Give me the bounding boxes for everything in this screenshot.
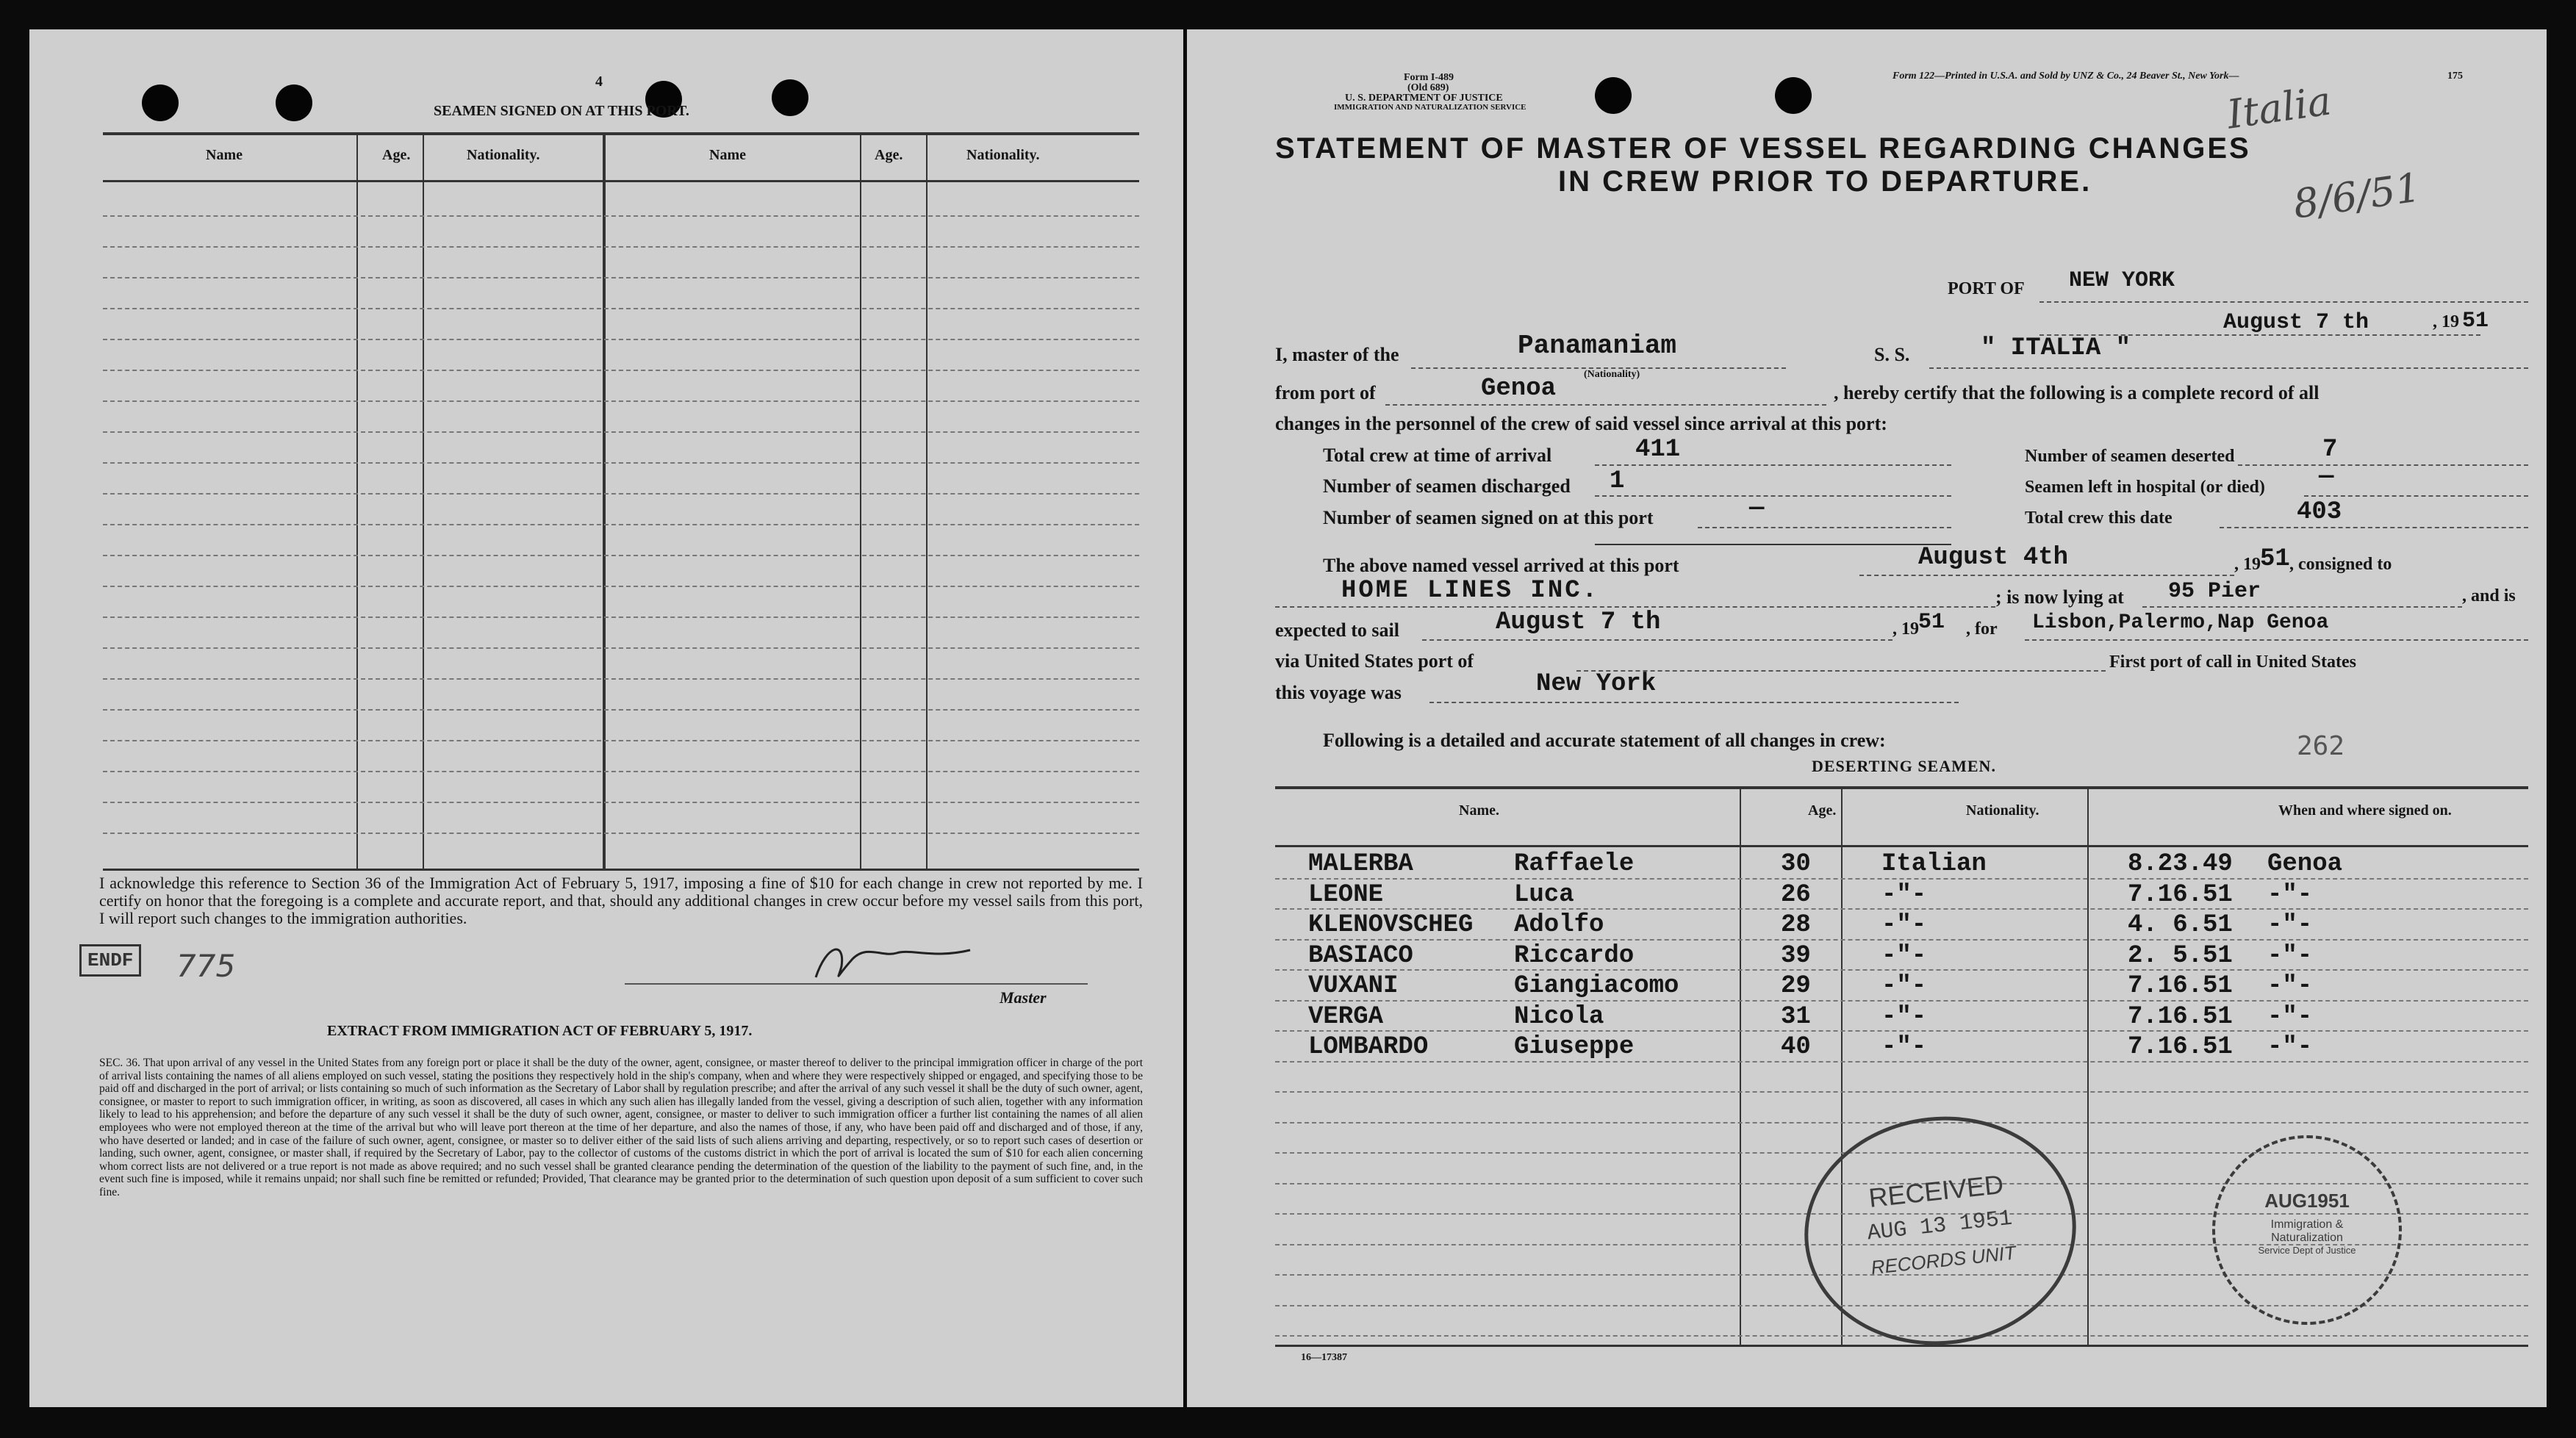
col-age: Age. (1808, 802, 1837, 819)
punch-hole (1775, 77, 1812, 114)
form-old-number: (Old 689) (1407, 82, 1449, 93)
seaman-nationality: -"- (1881, 972, 1927, 1000)
total-crew-arrival-label: Total crew at time of arrival (1323, 445, 1552, 466)
arrived-line (1859, 575, 2234, 576)
master-signature (801, 937, 992, 988)
doc-number: 262 (2297, 731, 2345, 761)
seamen-discharged-label: Number of seamen discharged (1323, 475, 1571, 497)
destinations-value: Lisbon,Palermo,Nap Genoa (2032, 611, 2329, 634)
seamen-deserted-value: 7 (2322, 436, 2338, 464)
consignee-line (1275, 606, 1995, 608)
deserting-header-rule (1275, 845, 2528, 847)
seaman-nationality: Italian (1881, 850, 1987, 878)
left-page (29, 29, 1183, 1407)
arrived-label: The above named vessel arrived at this port (1323, 555, 1679, 576)
total-crew-date-line (2220, 527, 2528, 528)
form-number: Form I-489 (1404, 72, 1454, 83)
port-of-value: NEW YORK (2069, 268, 2175, 293)
table-bottom-rule (103, 869, 1139, 871)
hospital-line (2304, 495, 2528, 497)
col-divider (926, 134, 928, 869)
ledger-row-line (103, 709, 1139, 711)
seamen-deserted-line (2238, 464, 2528, 466)
lying-label: ; is now lying at (1995, 586, 2124, 608)
statistics-sum-rule (1595, 544, 1951, 545)
seaman-given-name: Giangiacomo (1514, 972, 1679, 1000)
seaman-given-name: Nicola (1514, 1002, 1604, 1031)
nationality-caption: (Nationality) (1584, 369, 1640, 380)
total-crew-arrival-line (1595, 464, 1951, 466)
arrived-value: August 4th (1918, 544, 2069, 572)
ledger-row-line (103, 215, 1139, 217)
seaman-given-name: Giuseppe (1514, 1033, 1635, 1061)
total-crew-arrival-value: 411 (1635, 436, 1681, 464)
ledger-row-line (103, 370, 1139, 371)
handwritten-number: 775 (176, 948, 236, 984)
hospital-label: Seamen left in hospital (or died) (2025, 478, 2265, 497)
col-nationality-2: Nationality. (966, 147, 1040, 163)
ss-label: S. S. (1874, 344, 1910, 365)
seaman-nationality: -"- (1881, 941, 1927, 970)
certify-text: , hereby certify that the following is a complete record of all (1834, 382, 2320, 403)
ins-stamp (2212, 1135, 2402, 1325)
seaman-given-name: Riccardo (1514, 941, 1635, 970)
ship-name-line (1929, 367, 2528, 369)
expected-label: expected to sail (1275, 619, 1399, 641)
col-divider (423, 134, 424, 869)
changes-text: changes in the personnel of the crew of said vessel since arrival at this port: (1275, 413, 1887, 434)
seaman-nationality: -"- (1881, 880, 1927, 909)
consignee-value: HOME LINES INC. (1341, 577, 1600, 605)
signed-on-value: — (1749, 495, 1765, 522)
signed-on-label: Number of seamen signed on at this port (1323, 507, 1654, 528)
date-year-prefix: , 19 (2433, 312, 2459, 331)
printer-page: 175 (2447, 71, 2463, 82)
expected-value: August 7 th (1496, 608, 1661, 636)
seaman-age: 28 (1781, 911, 1811, 939)
seaman-signed-date: 2. 5.51 (2128, 941, 2233, 970)
seaman-surname: BASIACO (1308, 941, 1413, 970)
nationality-value: Panamaniam (1518, 331, 1677, 361)
ledger-row-line (103, 277, 1139, 278)
seaman-age: 31 (1781, 1002, 1811, 1031)
signed-on-line (1698, 527, 1951, 528)
deserting-row-line (1275, 1091, 2528, 1093)
punch-hole (772, 79, 808, 116)
voyage-line (1429, 702, 1959, 703)
seaman-signed-date: 7.16.51 (2128, 1033, 2233, 1061)
punch-hole (142, 85, 179, 121)
ledger-row-line (103, 246, 1139, 248)
col-age-2: Age. (875, 147, 903, 163)
ledger-row-line (103, 555, 1139, 556)
seaman-signed-date: 7.16.51 (2128, 1002, 2233, 1031)
col-age-1: Age. (382, 147, 411, 163)
consigned-label: , consigned to (2289, 555, 2392, 574)
date-year: 51 (2462, 309, 2489, 334)
first-port-label: First port of call in United States (2109, 653, 2356, 672)
ledger-row-line (103, 400, 1139, 402)
seaman-signed-date: 8.23.49 (2128, 850, 2233, 878)
footer-code: 16—17387 (1301, 1352, 1347, 1363)
right-page (1187, 29, 2547, 1407)
seamen-discharged-value: 1 (1610, 467, 1625, 495)
from-port-value: Genoa (1481, 375, 1557, 403)
col-when-where: When and where signed on. (2278, 802, 2452, 819)
col-name-1: Name (206, 147, 243, 163)
col-name-2: Name (709, 147, 746, 163)
table-top-rule (103, 132, 1139, 135)
endorsement-stamp: ENDF (79, 944, 141, 977)
ship-name: " ITALIA " (1981, 334, 2131, 362)
arrived-year: 51 (2260, 545, 2290, 573)
acknowledgment-text: I acknowledge this reference to Section 36 of the Immigration Act of February 5, 1917, imposing a fine of $10 for each change in crew not reported by me. I certify on honor that the foregoing is a complete and accurate report, and that, should any additional changes in crew occur before my vessel sails from this port, I will report such changes to the immigration authorities. (99, 874, 1143, 927)
col-name: Name. (1459, 802, 1499, 819)
col-divider (356, 134, 358, 869)
seaman-surname: LOMBARDO (1308, 1033, 1429, 1061)
col-divider (603, 134, 606, 869)
voyage-label: this voyage was (1275, 682, 1402, 703)
following-text: Following is a detailed and accurate statement of all changes in crew: (1323, 730, 1886, 751)
voyage-value: New York (1536, 670, 1657, 698)
ledger-row-line (103, 586, 1139, 587)
printer-line: Form 122—Printed in U.S.A. and Sold by UNZ & Co., 24 Beaver St., New York— (1892, 71, 2239, 82)
ledger-row-line (103, 339, 1139, 340)
page-number: 4 (595, 73, 603, 90)
extract-title: EXTRACT FROM IMMIGRATION ACT OF FEBRUARY 5, 1917. (327, 1023, 753, 1039)
section-title: DESERTING SEAMEN. (1812, 757, 1996, 775)
seaman-signed-place: -"- (2267, 911, 2313, 939)
ins-stamp-line4: Service Dept of Justice (2258, 1245, 2356, 1256)
seaman-surname: VERGA (1308, 1002, 1384, 1031)
ledger-row-line (103, 740, 1139, 741)
seaman-age: 29 (1781, 972, 1811, 1000)
and-is-label: , and is (2462, 586, 2516, 605)
date-value: August 7 th (2223, 310, 2369, 335)
punch-hole (276, 85, 312, 121)
seaman-age: 40 (1781, 1033, 1811, 1061)
ins-stamp-line1: AUG1951 (2264, 1190, 2350, 1212)
received-stamp-line1: RECEIVED (1867, 1168, 2005, 1213)
arrived-year-prefix: , 19 (2234, 555, 2261, 574)
seaman-nationality: -"- (1881, 1002, 1927, 1031)
lying-value: 95 Pier (2168, 579, 2261, 604)
seaman-signed-date: 7.16.51 (2128, 972, 2233, 1000)
signed-on-heading: SEAMEN SIGNED ON AT THIS PORT. (434, 103, 689, 119)
seaman-signed-place: -"- (2267, 972, 2313, 1000)
for-label: , for (1966, 619, 1998, 639)
port-of-line (2039, 301, 2528, 303)
ledger-row-line (103, 771, 1139, 772)
extract-text: SEC. 36. That upon arrival of any vessel in the United States from any foreign port or place it shall be the duty of the owner, agent, consignee, or master thereof to deliver to the principal immigration officer in charge of the port of arrival lists containing the names of all aliens employed on such vessel, stating the positions they respectively hold in the ship's company, when and where they were respectively shipped or engaged, and specifying those to be paid off and discharged in the port of arrival; or lists containing so much of such information as the Secretary of Labor shall by regulation prescribe; and after the arrival of any such vessel it shall be the duty of such owner, agent, consignee, or master to report to such immigration officer, in writing, as soon as discovered, all cases in which any such alien has illegally landed from the vessel, giving a description of such alien, together with any information likely to lead to his apprehension; and before the departure of any such vessel it shall be the duty of such owner, agent, consignee, or master to deliver to such immigration officer a further list containing the names of all alien employees who were not employed thereon at the time of the arrival but who will leave port thereon at the time of her departure, and also the names of those, if any, who have been paid off and discharged and of those, if any, who have deserted or landed; and in case of the failure of such owner, agent, consignee, or master so to deliver either of the said lists of such aliens arriving and departing, respectively, or so to report such cases of desertion or landing, such owner, agent, consignee, or master shall, if required by the Secretary of Labor, pay to the collector of customs of the customs district in which the port of arrival is located the sum of $10 for each alien concerning whom correct lists are not delivered or a true report is not made as above required; and no such vessel shall be granted clearance pending the determination of the question of the liability to the payment of such fine, and, in the event such fine is imposed, while it remains unpaid; nor shall such fine be remitted or refunded; Provided, That clearance may be granted prior to the determination of such question upon deposit of a sum sufficient to cover such fine. (99, 1057, 1143, 1198)
lying-line (2142, 606, 2462, 608)
seaman-age: 30 (1781, 850, 1811, 878)
seaman-signed-place: -"- (2267, 1033, 2313, 1061)
signature-line (625, 983, 1088, 985)
seaman-signed-place: Genoa (2267, 850, 2343, 878)
form-title-line2: IN CREW PRIOR TO DEPARTURE. (1558, 165, 2092, 198)
ledger-row-line (103, 524, 1139, 525)
master-of-label: I, master of the (1275, 344, 1399, 365)
seaman-surname: MALERBA (1308, 850, 1413, 878)
received-stamp (1793, 1104, 2087, 1359)
received-stamp-line2: AUG 13 1951 (1866, 1206, 2014, 1247)
ins-stamp-line3: Naturalization (2271, 1232, 2343, 1244)
ledger-row-line (103, 616, 1139, 618)
ins-stamp-line2: Immigration & (2270, 1218, 2344, 1231)
master-label: Master (1000, 988, 1047, 1007)
seaman-signed-place: -"- (2267, 880, 2313, 909)
seaman-age: 26 (1781, 880, 1811, 909)
seaman-given-name: Adolfo (1514, 911, 1604, 939)
received-stamp-line3: RECORDS UNIT (1870, 1241, 2017, 1279)
col-divider (860, 134, 861, 869)
department-name: U. S. DEPARTMENT OF JUSTICE (1345, 93, 1503, 104)
seaman-given-name: Luca (1514, 880, 1574, 909)
header-rule (103, 180, 1139, 182)
seaman-signed-date: 7.16.51 (2128, 880, 2233, 909)
form-title-line1: STATEMENT OF MASTER OF VESSEL REGARDING CHANGES (1275, 132, 2251, 165)
col-nationality-1: Nationality. (467, 147, 540, 163)
ledger-row-line (103, 462, 1139, 464)
expected-year: 51 (1918, 610, 1945, 635)
seaman-age: 39 (1781, 941, 1811, 970)
seaman-surname: KLENOVSCHEG (1308, 911, 1474, 939)
seaman-signed-place: -"- (2267, 1002, 2313, 1031)
seaman-surname: LEONE (1308, 880, 1384, 909)
expected-year-prefix: , 19 (1892, 619, 1919, 639)
seaman-nationality: -"- (1881, 911, 1927, 939)
expected-line (1422, 639, 1892, 641)
col-nationality: Nationality. (1966, 802, 2039, 819)
ledger-row-line (103, 493, 1139, 495)
ledger-row-line (103, 802, 1139, 803)
destinations-line (2025, 639, 2528, 641)
port-of-label: PORT OF (1948, 279, 2025, 298)
total-crew-date-value: 403 (2297, 498, 2342, 526)
deserting-table-bottom (1275, 1345, 2528, 1347)
handwritten-ship-name: Italia (2224, 77, 2334, 138)
ledger-row-line (103, 431, 1139, 433)
seaman-given-name: Raffaele (1514, 850, 1635, 878)
service-name: IMMIGRATION AND NATURALIZATION SERVICE (1334, 103, 1526, 112)
seaman-surname: VUXANI (1308, 972, 1399, 1000)
ledger-row-line (103, 308, 1139, 309)
punch-hole (1595, 77, 1632, 114)
seaman-nationality: -"- (1881, 1033, 1927, 1061)
total-crew-date-label: Total crew this date (2025, 508, 2173, 528)
from-port-label: from port of (1275, 382, 1376, 403)
ledger-row-line (103, 678, 1139, 680)
seaman-signed-date: 4. 6.51 (2128, 911, 2233, 939)
col-divider (1740, 786, 1741, 1345)
handwritten-date: 8/6/51 (2290, 164, 2424, 228)
seamen-deserted-label: Number of seamen deserted (2025, 447, 2235, 466)
seamen-discharged-line (1595, 495, 1951, 497)
hospital-value: — (2319, 463, 2334, 491)
seaman-signed-place: -"- (2267, 941, 2313, 970)
ledger-row-line (103, 833, 1139, 834)
from-port-line (1385, 404, 1826, 406)
col-divider (2087, 786, 2089, 1345)
via-label: via United States port of (1275, 650, 1474, 672)
ledger-row-line (103, 647, 1139, 649)
deserting-table-top (1275, 786, 2528, 789)
